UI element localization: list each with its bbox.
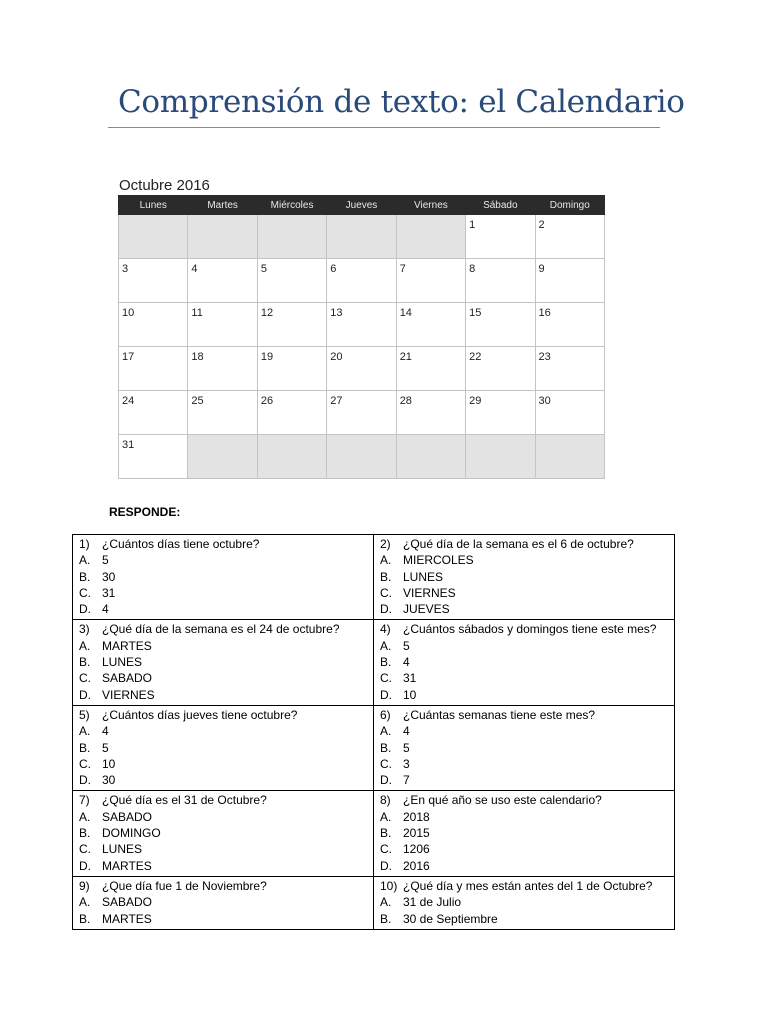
calendar-day-cell: 17: [119, 347, 188, 391]
calendar-week-row: [119, 391, 605, 435]
responde-label: RESPONDE:: [109, 505, 181, 519]
option-letter: B.: [380, 826, 392, 841]
answer-option: [380, 552, 674, 568]
question-cell: [374, 620, 675, 705]
option-letter: B.: [380, 655, 392, 670]
option-letter: C.: [79, 671, 91, 686]
day-header-viernes: Viernes: [396, 196, 465, 215]
question-cell: [374, 705, 675, 790]
calendar-day-cell: 31: [119, 435, 188, 479]
option-text: MARTES: [102, 911, 152, 926]
question-line: [380, 536, 674, 552]
option-letter: C.: [79, 756, 91, 771]
question-number: 9): [79, 878, 90, 893]
calendar-empty-cell: [257, 435, 326, 479]
option-text: 30: [102, 773, 116, 788]
option-text: DOMINGO: [102, 826, 161, 841]
calendar-day-cell: 26: [257, 391, 326, 435]
option-letter: B.: [79, 740, 91, 755]
question-cell: [374, 791, 675, 876]
question-cell: [73, 876, 374, 929]
question-cell: [374, 535, 675, 620]
day-header-sabado: Sábado: [466, 196, 535, 215]
calendar-empty-cell: [188, 435, 257, 479]
question-line: [380, 707, 674, 723]
calendar-day-cell: 22: [466, 347, 535, 391]
option-text: 31 de Julio: [403, 895, 462, 910]
question-row: [73, 620, 675, 705]
option-letter: A.: [380, 809, 392, 824]
option-text: VIERNES: [403, 585, 456, 600]
day-header-miercoles: Miércoles: [257, 196, 326, 215]
question-line: [79, 792, 373, 808]
calendar-day-cell: 9: [535, 259, 604, 303]
calendar-day-cell: 12: [257, 303, 326, 347]
option-text: 4: [102, 602, 109, 617]
option-letter: C.: [380, 842, 392, 857]
calendar-empty-cell: [119, 215, 188, 259]
question-line: [380, 878, 674, 894]
option-letter: C.: [380, 671, 392, 686]
answer-option: [380, 670, 674, 686]
option-text: 31: [403, 671, 417, 686]
calendar-title: Octubre 2016: [119, 177, 210, 194]
option-letter: A.: [79, 724, 91, 739]
option-text: MARTES: [102, 638, 152, 653]
answer-option: [380, 740, 674, 756]
answer-option: [79, 756, 373, 772]
calendar-day-cell: 2: [535, 215, 604, 259]
option-text: LUNES: [102, 842, 143, 857]
option-text: JUEVES: [403, 602, 450, 617]
question-text: ¿Cuántos sábados y domingos tiene este mes?: [403, 622, 657, 637]
option-text: SABADO: [102, 895, 153, 910]
answer-option: [380, 772, 674, 788]
calendar-week-row: [119, 347, 605, 391]
answer-option: [79, 687, 373, 703]
option-text: 10: [102, 756, 116, 771]
answer-option: [79, 911, 373, 927]
question-cell: [73, 791, 374, 876]
calendar-day-cell: 23: [535, 347, 604, 391]
answer-option: [380, 723, 674, 739]
calendar-day-cell: 28: [396, 391, 465, 435]
question-text: ¿En qué año se uso este calendario?: [403, 793, 602, 808]
calendar-empty-cell: [257, 215, 326, 259]
option-text: 4: [102, 724, 109, 739]
option-text: 7: [403, 773, 410, 788]
question-text: ¿Cuántos días jueves tiene octubre?: [102, 707, 298, 722]
calendar-week-row: [119, 303, 605, 347]
option-letter: B.: [79, 655, 91, 670]
question-row: [73, 535, 675, 620]
option-letter: D.: [380, 858, 392, 873]
option-text: 1206: [403, 842, 430, 857]
question-number: 6): [380, 707, 391, 722]
option-text: 5: [403, 638, 410, 653]
calendar-table: [118, 195, 605, 479]
calendar-day-cell: 3: [119, 259, 188, 303]
answer-option: [79, 858, 373, 874]
question-number: 10): [380, 878, 398, 893]
option-letter: A.: [79, 638, 91, 653]
option-text: 5: [102, 740, 109, 755]
calendar-day-cell: 5: [257, 259, 326, 303]
answer-option: [380, 841, 674, 857]
day-header-lunes: Lunes: [119, 196, 188, 215]
question-cell: [73, 705, 374, 790]
answer-option: [79, 552, 373, 568]
option-letter: D.: [380, 687, 392, 702]
day-header-martes: Martes: [188, 196, 257, 215]
option-text: MIERCOLES: [403, 553, 474, 568]
question-line: [380, 621, 674, 637]
calendar-day-cell: 8: [466, 259, 535, 303]
option-letter: A.: [79, 895, 91, 910]
calendar-empty-cell: [188, 215, 257, 259]
answer-option: [380, 585, 674, 601]
option-letter: A.: [380, 553, 392, 568]
calendar-day-cell: 19: [257, 347, 326, 391]
calendar-day-cell: 30: [535, 391, 604, 435]
answer-option: [79, 585, 373, 601]
option-letter: A.: [380, 895, 392, 910]
option-text: 2018: [403, 809, 430, 824]
question-line: [79, 536, 373, 552]
calendar-empty-cell: [396, 435, 465, 479]
answer-option: [79, 740, 373, 756]
question-text: ¿Qué día y mes están antes del 1 de Octubre?: [403, 878, 653, 893]
calendar-empty-cell: [327, 215, 396, 259]
option-text: 10: [403, 687, 417, 702]
question-cell: [374, 876, 675, 929]
option-text: SABADO: [102, 671, 153, 686]
question-row: [73, 705, 675, 790]
answer-option: [79, 825, 373, 841]
answer-option: [79, 601, 373, 617]
answer-option: [79, 670, 373, 686]
calendar-empty-cell: [396, 215, 465, 259]
question-number: 8): [380, 793, 391, 808]
option-letter: B.: [79, 911, 91, 926]
calendar-day-cell: 11: [188, 303, 257, 347]
calendar-day-cell: 24: [119, 391, 188, 435]
question-line: [79, 621, 373, 637]
calendar-week-row: [119, 435, 605, 479]
calendar-day-cell: 10: [119, 303, 188, 347]
calendar-header-row: [119, 196, 605, 215]
calendar-week-row: [119, 215, 605, 259]
answer-option: [79, 569, 373, 585]
question-line: [79, 878, 373, 894]
option-text: 5: [403, 740, 410, 755]
answer-option: [79, 654, 373, 670]
option-letter: D.: [79, 773, 91, 788]
answer-option: [79, 894, 373, 910]
question-number: 7): [79, 793, 90, 808]
question-line: [79, 707, 373, 723]
day-header-jueves: Jueves: [327, 196, 396, 215]
option-text: LUNES: [102, 655, 143, 670]
option-letter: D.: [79, 687, 91, 702]
option-letter: C.: [79, 842, 91, 857]
question-row: [73, 791, 675, 876]
option-text: SABADO: [102, 809, 153, 824]
day-header-domingo: Domingo: [535, 196, 604, 215]
calendar-day-cell: 15: [466, 303, 535, 347]
option-letter: B.: [380, 740, 392, 755]
option-letter: C.: [79, 585, 91, 600]
option-letter: A.: [380, 638, 392, 653]
option-text: 5: [102, 553, 109, 568]
answer-option: [79, 723, 373, 739]
answer-option: [79, 772, 373, 788]
question-text: ¿Qué día de la semana es el 24 de octubre?: [102, 622, 340, 637]
calendar-day-cell: 27: [327, 391, 396, 435]
calendar-day-cell: 20: [327, 347, 396, 391]
answer-option: [380, 809, 674, 825]
question-number: 4): [380, 622, 391, 637]
title-underline: [108, 127, 660, 128]
calendar-day-cell: 13: [327, 303, 396, 347]
question-number: 1): [79, 537, 90, 551]
answer-option: [380, 825, 674, 841]
question-text: ¿Cuántas semanas tiene este mes?: [403, 707, 596, 722]
answer-option: [380, 601, 674, 617]
calendar-day-cell: 21: [396, 347, 465, 391]
option-letter: C.: [380, 756, 392, 771]
option-letter: C.: [380, 585, 392, 600]
option-letter: B.: [79, 569, 91, 584]
calendar-day-cell: 6: [327, 259, 396, 303]
option-letter: B.: [79, 826, 91, 841]
calendar-day-cell: 4: [188, 259, 257, 303]
question-text: ¿Que día fue 1 de Noviembre?: [102, 878, 267, 893]
questions-table: [72, 534, 675, 930]
answer-option: [79, 809, 373, 825]
calendar-day-cell: 1: [466, 215, 535, 259]
option-letter: D.: [79, 602, 91, 617]
page-title: Comprensión de texto: el Calendario: [118, 84, 685, 120]
calendar-day-cell: 7: [396, 259, 465, 303]
option-text: LUNES: [403, 569, 444, 584]
answer-option: [380, 756, 674, 772]
option-letter: B.: [380, 911, 392, 926]
option-letter: D.: [380, 602, 392, 617]
calendar-day-cell: 18: [188, 347, 257, 391]
option-text: 4: [403, 724, 410, 739]
calendar-day-cell: 25: [188, 391, 257, 435]
answer-option: [79, 841, 373, 857]
option-text: VIERNES: [102, 687, 155, 702]
option-letter: B.: [380, 569, 392, 584]
option-text: 2016: [403, 858, 430, 873]
calendar-empty-cell: [466, 435, 535, 479]
option-text: 30: [102, 569, 116, 584]
answer-option: [380, 687, 674, 703]
question-line: [380, 792, 674, 808]
option-text: 4: [403, 655, 410, 670]
option-text: 31: [102, 585, 116, 600]
question-row: [73, 876, 675, 929]
answer-option: [380, 911, 674, 927]
calendar-day-cell: 14: [396, 303, 465, 347]
option-text: 3: [403, 756, 410, 771]
calendar-week-row: [119, 259, 605, 303]
option-letter: D.: [380, 773, 392, 788]
option-text: 2015: [403, 826, 430, 841]
question-cell: [73, 535, 374, 620]
question-text: ¿Cuántos días tiene octubre?: [102, 537, 260, 551]
question-number: 5): [79, 707, 90, 722]
option-letter: A.: [79, 553, 91, 568]
answer-option: [380, 654, 674, 670]
calendar-day-cell: 16: [535, 303, 604, 347]
question-number: 3): [79, 622, 90, 637]
option-text: MARTES: [102, 858, 152, 873]
answer-option: [380, 894, 674, 910]
answer-option: [380, 569, 674, 585]
question-cell: [73, 620, 374, 705]
question-text: ¿Qué día de la semana es el 6 de octubre?: [403, 537, 634, 551]
answer-option: [380, 858, 674, 874]
answer-option: [79, 638, 373, 654]
calendar-empty-cell: [327, 435, 396, 479]
answer-option: [380, 638, 674, 654]
option-letter: A.: [380, 724, 392, 739]
option-letter: D.: [79, 858, 91, 873]
option-letter: A.: [79, 809, 91, 824]
question-text: ¿Qué día es el 31 de Octubre?: [102, 793, 267, 808]
calendar-empty-cell: [535, 435, 604, 479]
option-text: 30 de Septiembre: [403, 911, 498, 926]
question-number: 2): [380, 537, 391, 551]
calendar-day-cell: 29: [466, 391, 535, 435]
